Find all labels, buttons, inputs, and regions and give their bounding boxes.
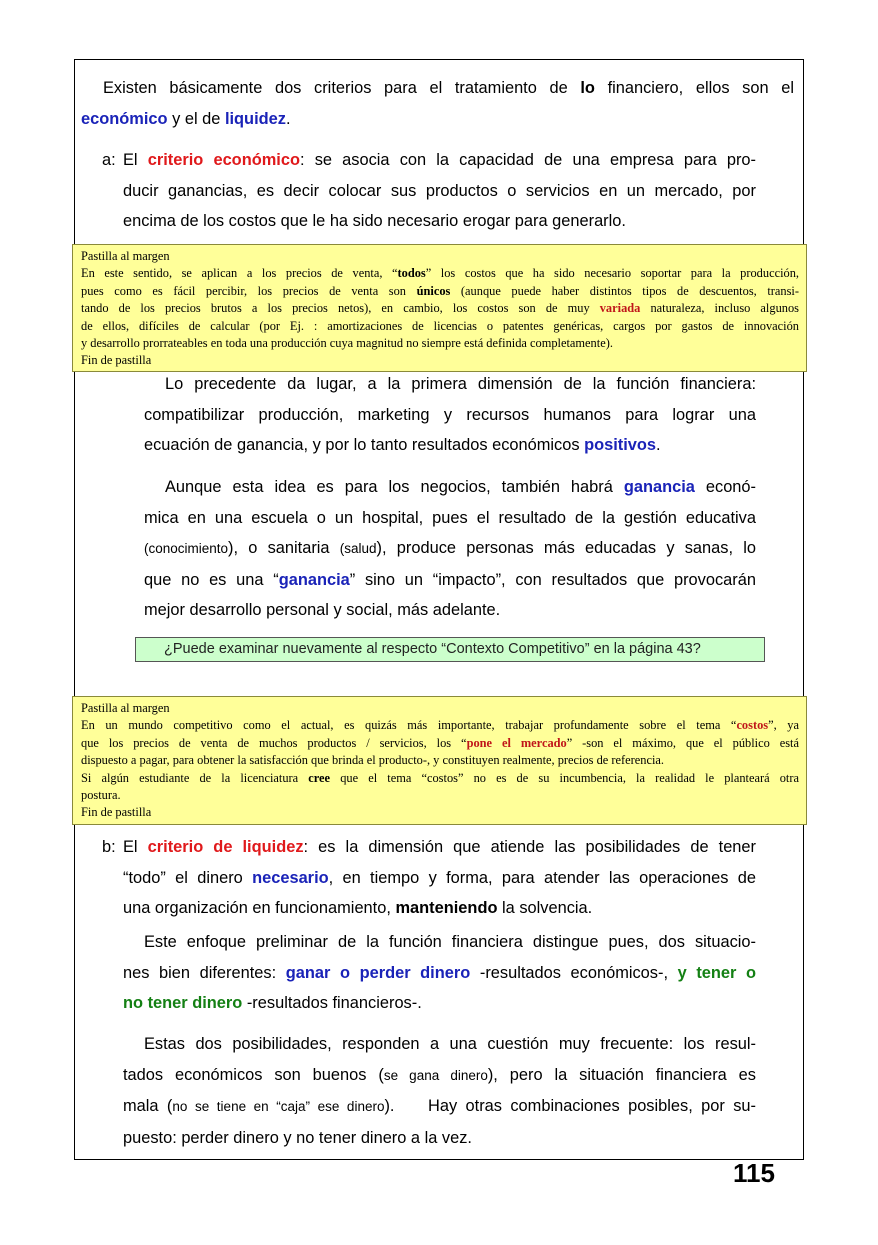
item-b-line-1: El criterio de liquidez: es la dimensión que atiende las posibilidades de tener — [123, 838, 757, 856]
estas-line-4: puesto: perder dinero y no tener dinero a la vez. — [123, 1128, 472, 1147]
aunque-line-5: mejor desarrollo personal y social, más adelante. — [144, 601, 501, 619]
aunque-line-3: (conocimiento), o sanitaria (salud), produce personas más educadas y sanas, lo — [144, 539, 756, 557]
item-a-paragraph — [123, 145, 756, 237]
item-a-line-1: El criterio económico: se asocia con la capacidad de una empresa para pro- — [123, 151, 756, 169]
item-b-line-3: una organización en funcionamiento, manteniendo la solvencia. — [123, 899, 593, 917]
aunque-line-4: que no es una “ganancia” sino un “impacto”, con resultados que provocarán — [144, 570, 756, 589]
margin-note-1-line-3: tando de los precios brutos a los precios netos), en cambio, los costos son de muy variada naturaleza, incluso algunos — [81, 301, 799, 316]
enfoque-paragraph — [123, 927, 756, 1019]
estas-line-1: Estas dos posibilidades, responden a una cuestión muy frecuente: los resul- — [144, 1035, 756, 1053]
precedente-paragraph — [144, 369, 756, 461]
item-a-line-2: ducir ganancias, es decir colocar sus productos o servicios en un mercado, por — [123, 181, 756, 200]
estas-paragraph — [123, 1029, 756, 1153]
estas-line-2: tados económicos son buenos (se gana dinero), pero la situación financiera es — [123, 1065, 756, 1084]
margin-note-2-header: Pastilla al margen — [81, 701, 170, 715]
intro-line-2: económico y el de liquidez. — [81, 109, 291, 128]
enfoque-line-3: no tener dinero -resultados financieros-. — [123, 994, 422, 1012]
precedente-line-1: Lo precedente da lugar, a la primera dimensión de la función financiera: — [165, 375, 756, 393]
margin-note-1-footer: Fin de pastilla — [81, 353, 152, 368]
aunque-line-1: Aunque esta idea es para los negocios, también habrá ganancia econó- — [165, 478, 756, 496]
item-a-line-3: encima de los costos que le ha sido necesario erogar para generarlo. — [123, 212, 626, 230]
margin-note-2-footer: Fin de pastilla — [81, 805, 152, 820]
margin-note-2-line-1: En un mundo competitivo como el actual, es quizás más importante, trabajar profundamente sobre el tema “costos”, ya — [81, 718, 800, 733]
item-b-line-2: “todo” el dinero necesario, en tiempo y forma, para atender las operaciones de — [123, 868, 756, 887]
cross-reference-callout: ¿Puede examinar nuevamente al respecto “Contexto Competitivo” en la página 43? — [135, 637, 765, 662]
item-a-label: a: — [102, 151, 116, 169]
margin-note-1-line-5: y desarrollo prorrateables en toda una producción cuya magnitud no siempre está definida completamente). — [81, 336, 613, 351]
enfoque-line-1: Este enfoque preliminar de la función financiera distingue pues, dos situacio- — [144, 933, 756, 951]
intro-line-1: Existen básicamente dos criterios para el tratamiento de lo financiero, ellos son el — [103, 79, 794, 97]
precedente-line-2: compatibilizar producción, marketing y recursos humanos para lograr una — [144, 405, 756, 424]
margin-note-1-header: Pastilla al margen — [81, 249, 170, 263]
aunque-line-2: mica en una escuela o un hospital, pues el resultado de la gestión educativa — [144, 508, 756, 527]
enfoque-line-2: nes bien diferentes: ganar o perder dinero -resultados económicos-, y tener o — [123, 963, 757, 982]
margin-note-1-line-4: de ellos, difíciles de calcular (por Ej. : amortizaciones de licencias o patentes genéricas, cargos por gastos de innovación — [81, 318, 799, 333]
margin-note-1-line-1: En este sentido, se aplican a los precios de venta, “todos” los costos que ha sido necesario soportar para la producción, — [81, 266, 800, 281]
estas-line-3: mala (no se tiene en “caja” ese dinero). Hay otras combinaciones posibles, por su- — [123, 1097, 756, 1115]
precedente-line-3: ecuación de ganancia, y por lo tanto resultados económicos positivos. — [144, 436, 661, 454]
margin-note-2-line-2: que los precios de venta de muchos productos / servicios, los “pone el mercado” -son el máximo, que el público está — [81, 735, 800, 750]
item-b-paragraph — [123, 832, 756, 924]
margin-note-1 — [72, 244, 807, 372]
margin-note-2-line-5: postura. — [81, 788, 121, 803]
margin-note-2 — [72, 696, 807, 825]
intro-paragraph — [81, 73, 794, 134]
margin-note-2-line-4: Si algún estudiante de la licenciatura cree que el tema “costos” no es de su incumbencia, la realidad le planteará otra — [81, 770, 799, 785]
aunque-paragraph — [144, 472, 756, 626]
margin-note-1-line-2: pues como es fácil percibir, los precios de venta son únicos (aunque puede haber distintos tipos de descuentos, transi- — [81, 283, 799, 298]
margin-note-2-line-3: dispuesto a pagar, para obtener la satisfacción que brinda el producto-, y constituyen realmente, precios de referencia. — [81, 753, 664, 768]
page-number: 115 — [733, 1158, 775, 1188]
item-b-label: b: — [102, 838, 116, 856]
